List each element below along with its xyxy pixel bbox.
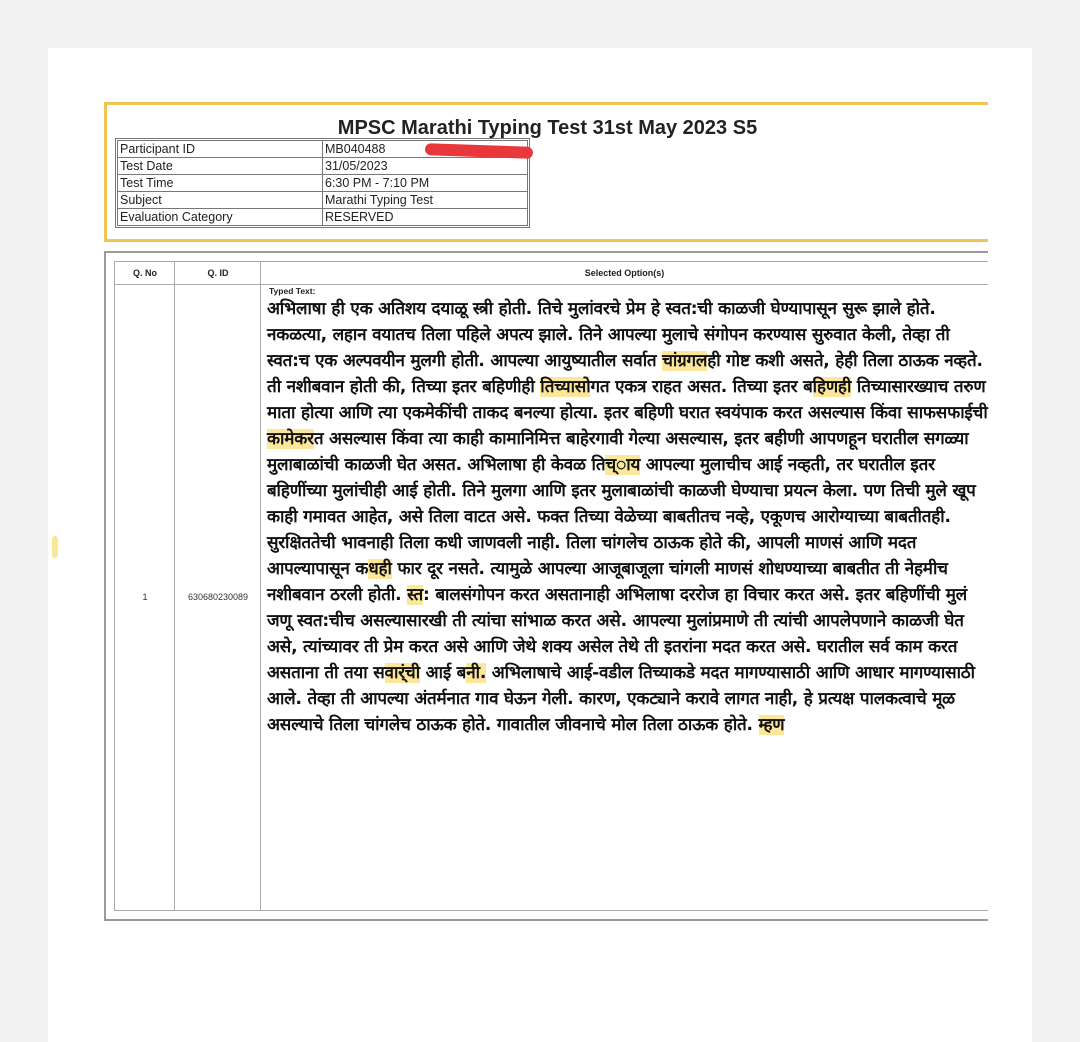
- column-header-qno: Q. No: [115, 262, 175, 285]
- info-value: RESERVED: [323, 209, 528, 226]
- info-row: [118, 158, 528, 175]
- info-label: Test Date: [118, 158, 323, 175]
- typed-text-segment: ोगत एकत्र राहत असत. तिच्या इतर ब: [590, 377, 813, 397]
- highlighted-error-text: च्ाय: [605, 455, 641, 475]
- highlighted-error-text: कामेकर: [267, 429, 314, 449]
- column-divider: [260, 262, 261, 910]
- info-label: Participant ID: [118, 141, 323, 158]
- info-row: [118, 192, 528, 209]
- column-header-qid: Q. ID: [175, 262, 261, 285]
- test-header-box: [104, 102, 988, 242]
- column-header-selected: Selected Option(s): [261, 262, 988, 285]
- info-label: Subject: [118, 192, 323, 209]
- highlighted-error-text: स्त: [407, 585, 423, 605]
- highlighted-error-text: म्हण: [758, 715, 785, 735]
- info-row: [118, 209, 528, 226]
- typed-text-segment: तिच्यासारख्याच तरुण माता होत्या आणि त्या एकमेकींची ताकद बनल्या होत्या. इतर बहिणी घरात स्वयंपाक करत असल्यास किंवा साफसफाईची: [267, 377, 988, 423]
- info-label: Evaluation Category: [118, 209, 323, 226]
- typed-text-segment: अभिलाषाचे आई-वडील तिच्याकडे मदत मागण्यासाठी आणि आधार मागण्यासाठी आले. तेव्हा ती आपल्या अंतर्मनात गाव घेऊन गेली. कारण, एकट्याने करावे लागत नाही, हे प्रत्यक्ष पालकत्वाचे मूळ असल्याचे तिला चांगलेच ठाऊक होते. गावातील जीवनाचे मोल तिला ठाऊक होते.: [267, 663, 975, 735]
- highlighted-error-text: हिणही: [812, 377, 852, 397]
- info-value: 6:30 PM - 7:10 PM: [323, 175, 528, 192]
- info-value: Marathi Typing Test: [323, 192, 528, 209]
- highlighted-error-text: धही: [368, 559, 392, 579]
- answer-table-inner: [114, 261, 988, 911]
- typed-text-segment: आपल्या मुलाचीच आई नव्हती, तर घरातील इतर बहिणींच्या मुलांचीही आई होती. तिने मुलगा आणि इतर मुलाबाळांची काळजी घेण्याचा प्रयत्न केला. पण तिची मुले खूप काही गमावत आहेत, असे तिला वाटत असे. फक्त तिच्या वेळेच्या बाबतीतच नव्हे, एकूणच आरोग्याच्या बाबतीतही. सुरक्षिततेची भावनाही तिला कधी जाणवली नाही. तिला चांगलेच ठाऊक होते की, आपली माणसं आणि मदत आपल्यापासून क: [267, 455, 976, 579]
- info-label: Test Time: [118, 175, 323, 192]
- highlighted-error-text: तिच्यास: [540, 377, 591, 397]
- column-divider: [174, 262, 175, 910]
- typed-text-body: [267, 296, 989, 738]
- typed-text-label: Typed Text:: [269, 286, 316, 296]
- question-number: 1: [142, 592, 148, 602]
- typed-text-segment: फार दूर नसते. त्यामुळे आपल्या आजूबाजूला चांगली माणसं शोधण्याच्या बाबतीत ती नेहमीच नशीबवान ठरली होती.: [267, 559, 948, 605]
- typed-text-segment: अभिलाषा ही एक अतिशय दयाळू स्त्री होती. तिचे मुलांवरचे प्रेम हे स्वत:ची काळजी घेण्यापासून सुरू झाले होते. नकळत्या, लहान वयातच तिला पहिले अपत्य झाले. तिने आपल्या मुलाचे संगोपन करण्यास सुरुवात केली, तेव्हा ती स्वत:च एक अल्पवयीन मुलगी होती. आपल्या आयुष्यातील सर्वात: [267, 299, 950, 371]
- highlight-mark: [52, 536, 58, 558]
- info-value: MB040488: [323, 141, 528, 158]
- typed-text-segment: त असल्यास किंवा त्या काही कामानिमित्त बाहेरगावी गेल्या असल्यास, इतर बहीणी आपणहून घरातील सगळ्या मुलाबाळांची काळजी घेत असत. अभिलाषा ही केवळ ति: [267, 429, 969, 475]
- highlighted-error-text: नी.: [466, 663, 487, 683]
- answer-table: [104, 251, 988, 921]
- typed-text-segment: ही गोष्ट कशी असते, हेही तिला ठाऊक नव्हते. ती नशीबवान होती की, तिच्या इतर बहिणीही: [267, 351, 983, 397]
- info-value: 31/05/2023: [323, 158, 528, 175]
- page-title: MPSC Marathi Typing Test 31st May 2023 S5: [337, 117, 758, 139]
- question-id: 630680230089: [187, 592, 249, 602]
- highlighted-error-text: वार्ंची: [384, 663, 420, 683]
- highlighted-error-text: चांग्रगल: [662, 351, 708, 371]
- typed-text-segment: आई ब: [419, 663, 467, 683]
- typed-text-segment: : बालसंगोपन करत असतानाही अभिलाषा दररोज हा विचार करत असे. इतर बहिणींची मुलं जणू स्वत:चीच असल्यासारखी ती त्यांचा सांभाळ करत असे. आपल्या मुलांप्रमाणे ती त्यांची आपलेपणाने काळजी घेत असे, त्यांच्यावर ती प्रेम करत असे आणि जेथे शक्य असेल तेथे ती इतरांना मदत करत असे. घरातील सर्व काम करत असताना ती तया स: [267, 585, 967, 683]
- info-row: [118, 175, 528, 192]
